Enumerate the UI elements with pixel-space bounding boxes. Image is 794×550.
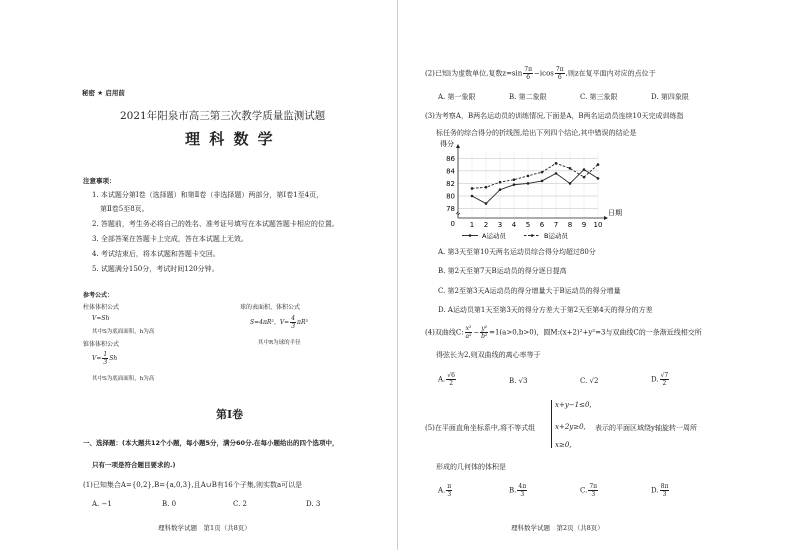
ref-sphere-title: 球的表面积、体积公式 xyxy=(240,304,301,311)
footer-left: 理科数学试题 第1页（共8页） xyxy=(158,524,251,532)
note-3: 3. 全部答案在答题卡上完成，答在本试题上无效。 xyxy=(92,235,248,243)
q5-line1-pre: (5)在平面直角坐标系中,将不等式组 xyxy=(425,424,536,432)
point-b-day5 xyxy=(527,175,530,178)
note-1b: 第Ⅱ卷5至8页。 xyxy=(100,205,149,213)
q1-option-b: B. 0 xyxy=(162,500,177,508)
q5-ineq-3: x≥0, xyxy=(555,441,572,449)
legend-marker-b xyxy=(531,234,534,237)
point-a-day3 xyxy=(499,188,502,191)
series-line-b xyxy=(472,163,598,188)
legend-marker-a xyxy=(469,234,472,237)
note-5: 5. 试题满分150分，考试时间120分钟。 xyxy=(92,265,219,273)
ref-cone-formula: V= $\frac{1}{3}$ Sh xyxy=(92,351,118,366)
q4-option-b: B. √3 xyxy=(509,377,528,385)
q1-option-d: D. 3 xyxy=(306,500,321,508)
q2-option-b: B. 第二象限 xyxy=(509,93,547,101)
axis-break xyxy=(456,212,460,215)
point-b-day6 xyxy=(541,171,544,174)
secret-label: 秘密 ★ 启用前 xyxy=(82,89,125,97)
q5-option-d: D. $\frac{8\pi}{3}$ xyxy=(651,483,669,498)
instructions-line1: 一、选择题：(本大题共12个小题，每小题5分，满分60分.在每小题给出的四个选项中， xyxy=(83,439,339,447)
q5-option-c: C. $\frac{7\pi}{3}$ xyxy=(580,483,598,498)
ref-title: 参考公式： xyxy=(83,292,114,299)
q5-ineq-1: x+y−1≤0, xyxy=(555,401,592,409)
point-a-day4 xyxy=(513,183,516,186)
y-axis-label: 得分 xyxy=(440,140,454,148)
point-a-day7 xyxy=(555,172,558,175)
q4-option-d: D. $\frac{√7}{2}$ xyxy=(651,372,669,387)
x-tick-label-7: 7 xyxy=(553,221,559,229)
point-b-day4 xyxy=(513,178,516,181)
q3-option-b: B. 第2天至第7天B运动员的得分逐日提高 xyxy=(438,267,567,275)
ref-sphere-formula: S=4πR²，V= $\frac{4}{3}$ πR³ xyxy=(250,315,308,330)
instructions-line2: 只有一项是符合题目要求的.) xyxy=(92,461,176,469)
q2-option-d: D. 第四象限 xyxy=(651,93,689,101)
q4-line2: 得弦长为2,则双曲线的离心率等于 xyxy=(436,351,541,359)
x-axis-label: 日期 xyxy=(608,209,622,217)
legend-label-b: B运动员 xyxy=(544,232,568,240)
origin-label: 0 xyxy=(450,220,455,228)
q3-option-a: A. 第3天至第10天两名运动员综合得分均超过80分 xyxy=(438,248,596,256)
y-tick-label-84: 84 xyxy=(446,167,455,176)
point-b-day8 xyxy=(569,167,572,170)
note-4: 4. 考试结束后，将本试题和答题卡交回。 xyxy=(92,250,220,258)
point-b-day2 xyxy=(485,186,488,189)
y-tick-label-82: 82 xyxy=(446,179,455,188)
point-a-day8 xyxy=(569,182,572,185)
ref-prism-note: 其中S为底面面积，h为高 xyxy=(92,329,155,335)
question-1: (1)已知集合A={0,2},B={a,0,3},且A∪B有16个子集,则实数a可以是 xyxy=(83,481,303,489)
x-tick-label-9: 9 xyxy=(581,221,587,229)
point-a-day9 xyxy=(583,168,586,171)
x-tick-label-2: 2 xyxy=(483,221,489,229)
q2-option-a: A. 第一象限 xyxy=(438,93,476,101)
notes-title: 注意事项： xyxy=(83,177,116,185)
x-tick-label-1: 1 xyxy=(469,221,475,229)
footer-right: 理科数学试题 第2页（共8页） xyxy=(511,524,604,532)
question-4: (4)双曲线C: $\frac{\text{x²}}{\text{a²}}$ − $\frac{\text{y²}}{\text{b²}}$ =1(a>0,b>0)，圆M:(x+2)²+y²=3与双曲线C的一条渐近线相交所 xyxy=(425,325,702,340)
point-b-day9 xyxy=(583,176,586,179)
q5-option-b: B. $\frac{4\pi}{3}$ xyxy=(509,483,527,498)
point-b-day7 xyxy=(555,162,558,165)
q1-option-a: A. −1 xyxy=(92,500,112,508)
point-a-day5 xyxy=(527,182,530,185)
x-tick-label-10: 10 xyxy=(593,221,603,229)
q5-line2: 形成的几何体的体积是 xyxy=(436,463,506,471)
point-a-day10 xyxy=(597,177,600,180)
ref-prism-title: 柱体体积公式 xyxy=(83,304,120,311)
legend-label-a: A运动员 xyxy=(482,232,506,240)
page-divider xyxy=(397,0,398,550)
point-b-day1 xyxy=(471,187,474,190)
point-b-day3 xyxy=(499,181,502,184)
y-tick-label-80: 80 xyxy=(446,192,455,201)
point-a-day1 xyxy=(471,195,474,198)
q3-option-d: D. A运动员第1天至第3天的得分方差大于第2天至第4天的得分的方差 xyxy=(438,306,653,314)
x-tick-label-6: 6 xyxy=(539,221,545,229)
q3-line2: 标任务的综合得分的折线图,给出下列四个结论,其中错误的结论是 xyxy=(436,129,637,137)
note-1: 1. 本试题分第Ⅰ卷（选择题）和第Ⅱ卷（非选择题）两部分，第Ⅰ卷1至4页， xyxy=(92,191,324,199)
q3-option-c: C. 第2至第3天A运动员的得分增量大于B运动员的得分增量 xyxy=(438,287,621,295)
y-axis-arrow xyxy=(456,144,460,148)
x-tick-label-3: 3 xyxy=(497,221,503,229)
x-tick-label-5: 5 xyxy=(525,221,531,229)
section-title: 第Ⅰ卷 xyxy=(216,408,244,421)
series-line-a xyxy=(472,170,598,204)
ref-prism-formula: V=Sh xyxy=(92,315,110,322)
ref-cone-note: 其中S为底面面积，h为高 xyxy=(92,376,155,382)
note-2: 2. 答题前，考生务必将自己的姓名、准考证号填写在本试题答题卡相应的位置。 xyxy=(92,220,339,228)
q4-option-a: A. $\frac{√6}{2}$ xyxy=(438,372,455,387)
score-line-chart xyxy=(432,140,622,244)
q5-line1-post: 表示的平面区域绕y轴旋转一周所 xyxy=(595,424,697,432)
point-b-day10 xyxy=(597,163,600,166)
point-a-day6 xyxy=(541,180,544,183)
x-tick-label-8: 8 xyxy=(567,221,573,229)
y-tick-label-78: 78 xyxy=(446,205,455,214)
y-tick-label-86: 86 xyxy=(446,154,455,163)
q5-system-brace xyxy=(551,400,552,448)
question-2: (2)已知i为虚数单位,复数z=sin $\frac{7\pi}{6}$ −icos $\frac{7\pi}{6}$ ,则z在复平面内对应的点位于 xyxy=(425,66,656,81)
ref-cone-title: 锥体体积公式 xyxy=(83,341,120,348)
exam-title: 2021年阳泉市高三第三次教学质量监测试题 xyxy=(120,110,326,122)
q1-option-c: C. 2 xyxy=(233,500,248,508)
q2-option-c: C. 第三象限 xyxy=(580,93,618,101)
x-tick-label-4: 4 xyxy=(511,221,517,229)
q4-option-c: C. √2 xyxy=(580,377,599,385)
ref-sphere-note: 其中R为球的半径 xyxy=(258,340,301,346)
point-a-day2 xyxy=(485,202,488,205)
q5-ineq-2: x+2y≥0, xyxy=(555,423,586,431)
q3-line1: (3)为考察A，B两名运动员的训练情况,下面是A，B两名运动员连续10天完成训练指 xyxy=(425,112,684,120)
subject-title: 理 科 数 学 xyxy=(185,130,275,148)
q5-option-a: A. $\frac{\pi}{3}$ xyxy=(438,483,452,498)
